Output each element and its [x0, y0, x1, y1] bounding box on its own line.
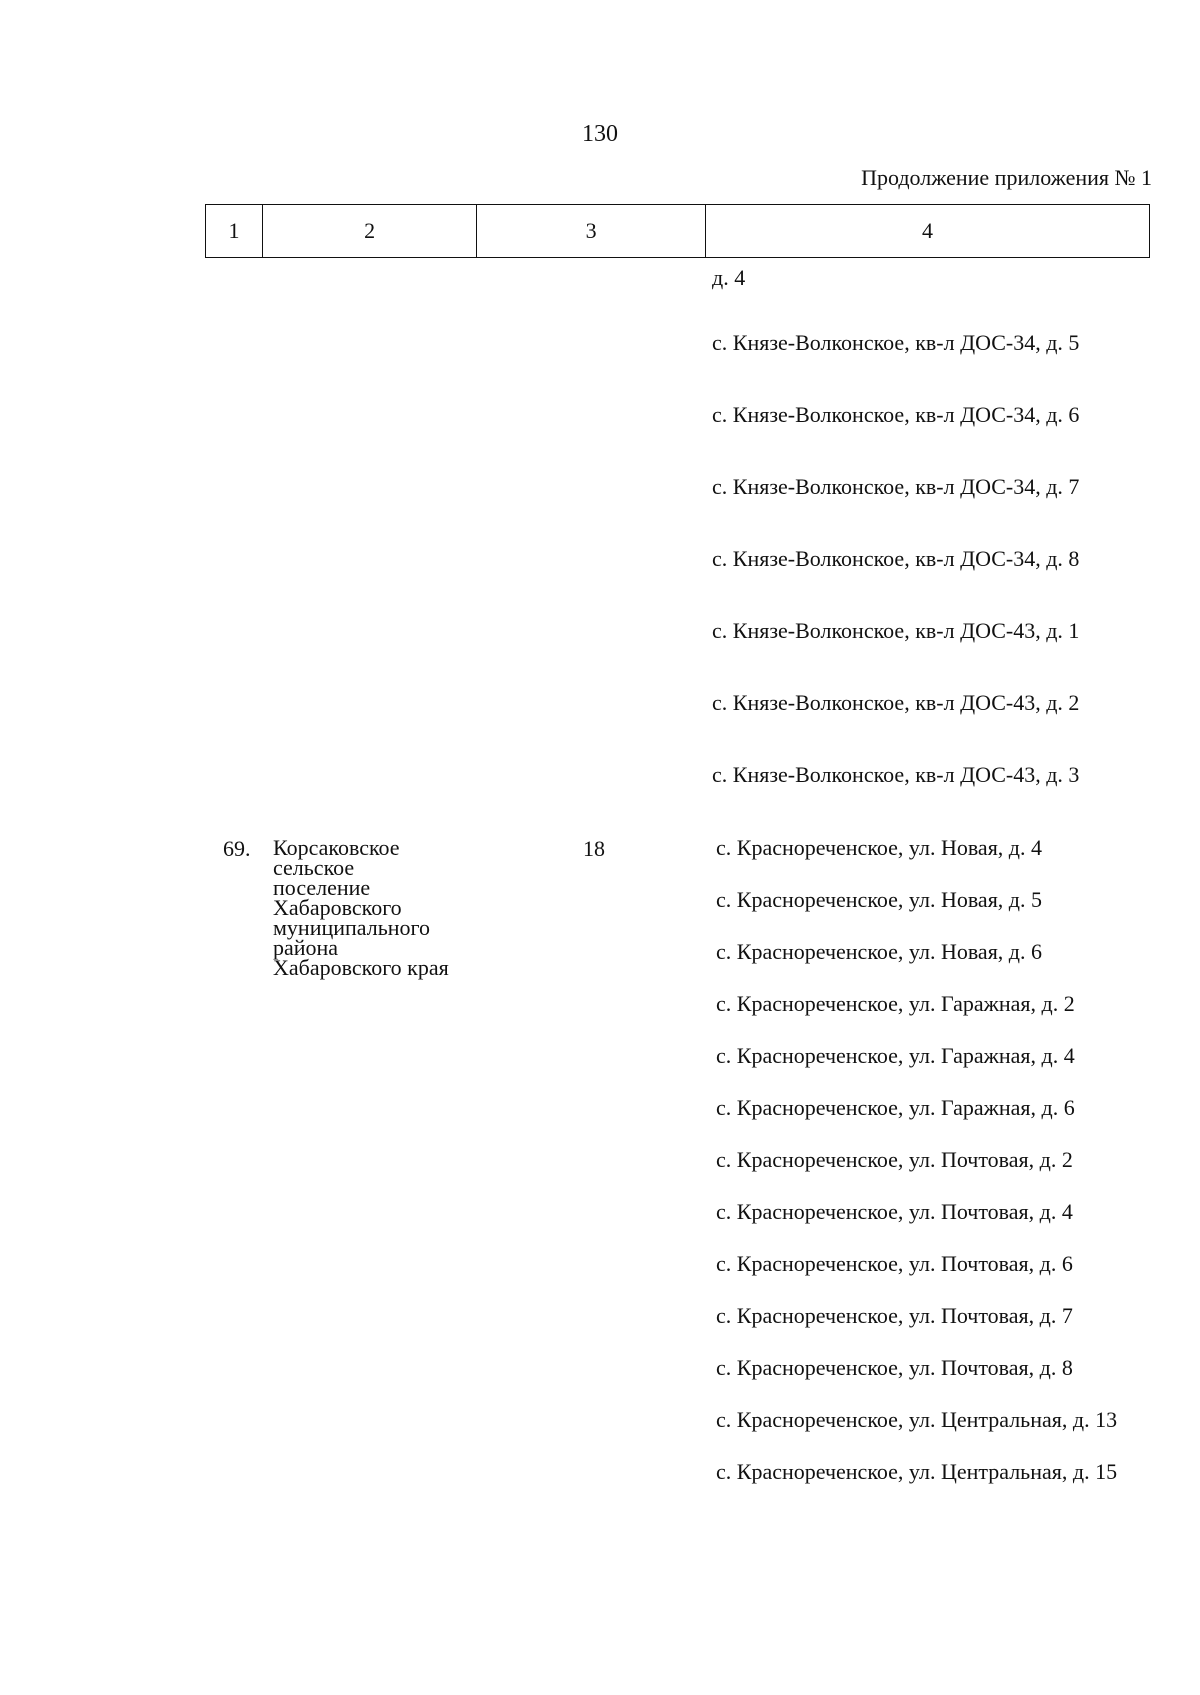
continued-address-2: [712, 402, 1142, 427]
list-item: с. Краснореченское, ул. Новая, д. 4: [716, 835, 1043, 860]
address-text: с. Князе-Волконское, кв-л ДОС-34, д. 5: [712, 330, 1080, 355]
table-header-col-4: 4: [921, 218, 933, 243]
continued-address-6: [712, 690, 1142, 715]
address-text: с. Князе-Волконское, кв-л ДОС-43, д. 2: [712, 690, 1080, 715]
list-item: с. Краснореченское, ул. Почтовая, д. 4: [716, 1199, 1073, 1224]
list-item: с. Краснореченское, ул. Центральная, д. 13: [716, 1407, 1118, 1432]
continued-address-0: [712, 265, 1142, 290]
continuation-title: Продолжение приложения № 1: [861, 165, 1152, 190]
list-item: с. Краснореченское, ул. Гаражная, д. 6: [716, 1095, 1075, 1120]
entry-address-list: [716, 835, 1146, 1514]
list-item: с. Краснореченское, ул. Почтовая, д. 2: [716, 1147, 1073, 1172]
list-item: с. Краснореченское, ул. Гаражная, д. 4: [716, 1043, 1075, 1068]
table-header-col-2: 2: [263, 205, 478, 257]
list-item: с. Краснореченское, ул. Гаражная, д. 2: [716, 991, 1075, 1016]
settlement-name: Корсаковское сельское поселение Хабаровского муниципального района Хабаровского края: [273, 835, 449, 980]
entry-count: 18: [583, 836, 605, 861]
continued-address-4: [712, 546, 1142, 571]
address-text: с. Князе-Волконское, кв-л ДОС-34, д. 6: [712, 402, 1080, 427]
table-header-row: [205, 204, 1150, 258]
list-item: с. Краснореченское, ул. Новая, д. 6: [716, 939, 1043, 964]
list-item: с. Краснореченское, ул. Почтовая, д. 7: [716, 1303, 1073, 1328]
page-number: 130: [582, 121, 618, 147]
list-item: с. Краснореченское, ул. Почтовая, д. 8: [716, 1355, 1073, 1380]
entry-number: 69.: [223, 836, 251, 861]
address-text: с. Князе-Волконское, кв-л ДОС-43, д. 1: [712, 618, 1080, 643]
address-text: д. 4: [712, 265, 746, 290]
continued-address-5: [712, 618, 1142, 643]
address-text: с. Князе-Волконское, кв-л ДОС-34, д. 7: [712, 474, 1080, 499]
continued-address-3: [712, 474, 1142, 499]
address-text: с. Князе-Волконское, кв-л ДОС-34, д. 8: [712, 546, 1080, 571]
continued-address-7: [712, 762, 1142, 787]
list-item: с. Краснореченское, ул. Почтовая, д. 6: [716, 1251, 1073, 1276]
table-header-col-3: 3: [477, 205, 706, 257]
list-item: с. Краснореченское, ул. Центральная, д. 15: [716, 1459, 1118, 1484]
continued-address-1: [712, 330, 1142, 355]
list-item: с. Краснореченское, ул. Новая, д. 5: [716, 887, 1043, 912]
table-header-col-1: 1: [206, 205, 263, 257]
address-text: с. Князе-Волконское, кв-л ДОС-43, д. 3: [712, 762, 1080, 787]
